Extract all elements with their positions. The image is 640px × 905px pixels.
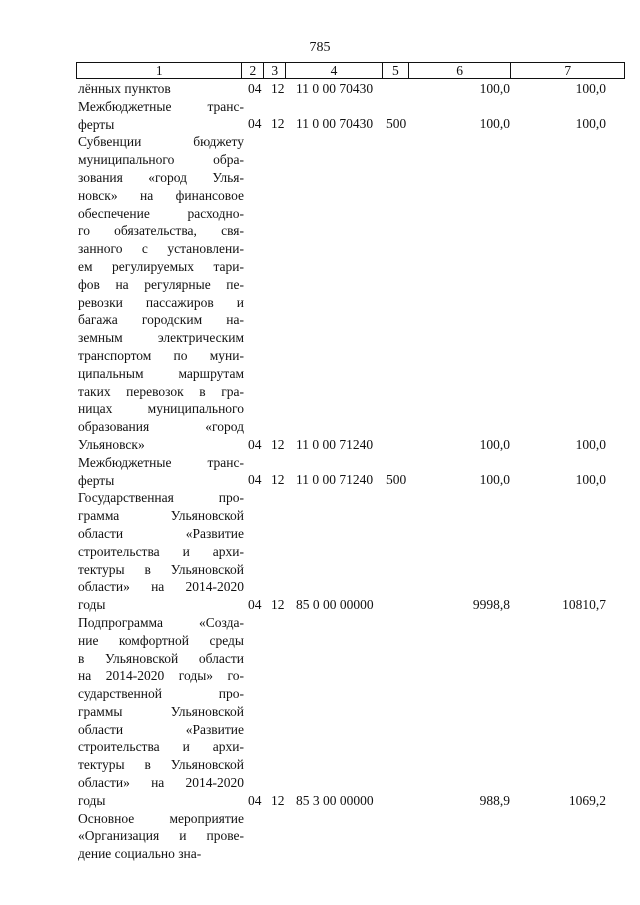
description-line: области» на 2014-2020: [78, 775, 244, 791]
target-article-code: 85 3 00 00000: [296, 792, 374, 808]
table-row: [0, 454, 640, 490]
table-row: [0, 80, 640, 98]
target-article-code: 11 0 00 70430: [296, 80, 374, 96]
amount-col-6: 9998,8: [472, 596, 510, 612]
section-code: 04: [248, 116, 262, 132]
section-code: 04: [248, 596, 262, 612]
description-line: Подпрограмма «Созда-: [78, 614, 244, 630]
amount-col-6: 100,0: [479, 80, 510, 96]
section-code: 04: [248, 792, 262, 808]
description-line: на 2014-2020 годы» го-: [78, 668, 244, 684]
description-line: Государственная про-: [78, 490, 244, 506]
description-line: муниципального обра-: [78, 152, 244, 168]
description-line: занного с установлени-: [78, 241, 244, 257]
description-line: транспортом по муни-: [78, 347, 244, 363]
subsection-code: 12: [271, 80, 285, 96]
description-line: ципальным маршрутам: [78, 365, 244, 381]
description-line: области «Развитие: [78, 525, 244, 541]
description-line: новск» на финансовое: [78, 187, 244, 203]
header-col-7: 7: [564, 63, 572, 78]
description-line: ревозки пассажиров и: [78, 294, 244, 310]
description-line: ницах муниципального: [78, 401, 244, 417]
section-code: 04: [248, 436, 262, 452]
description-line: го обязательства, свя-: [78, 223, 244, 239]
subsection-code: 12: [271, 116, 285, 132]
amount-col-6: 100,0: [479, 472, 510, 488]
amount-col-6: 988,9: [479, 792, 510, 808]
description-line: «Организация и прове-: [78, 828, 244, 844]
description-line: области» на 2014-2020: [78, 579, 244, 595]
description-line: в Ульяновской области: [78, 650, 244, 666]
description-line: тектуры в Ульяновской: [78, 757, 244, 773]
table-row: [0, 614, 640, 810]
row-codes: [0, 436, 640, 454]
description-line: грамма Ульяновской: [78, 508, 244, 524]
table-row: [0, 810, 640, 863]
expense-type-code: 500: [386, 472, 407, 488]
header-col-2: 2: [242, 63, 264, 78]
description-line: ферты: [78, 116, 115, 132]
description-line: годы: [78, 597, 106, 613]
description-line: строительства и архи-: [78, 739, 244, 755]
header-col-3: 3: [264, 63, 286, 78]
table-row: [0, 489, 640, 614]
description-line: обеспечение расходно-: [78, 205, 244, 221]
description-line: ние комфортной среды: [78, 632, 244, 648]
amount-col-7: 100,0: [575, 472, 606, 488]
expense-type-code: 500: [386, 116, 407, 132]
table-row: [0, 133, 640, 453]
section-code: 04: [248, 80, 262, 96]
subsection-code: 12: [271, 792, 285, 808]
table-body: [0, 80, 640, 863]
page-number: 785: [309, 40, 331, 55]
amount-col-6: 100,0: [479, 116, 510, 132]
target-article-code: 11 0 00 70430: [296, 116, 374, 132]
description-line: таких перевозок в гра-: [78, 383, 244, 399]
description-line: тектуры в Ульяновской: [78, 561, 244, 577]
amount-col-7: 100,0: [575, 80, 606, 96]
header-col-5: 5: [383, 63, 409, 78]
description-line: земным электрическим: [78, 330, 244, 346]
description-line: образования «город: [78, 419, 244, 435]
section-code: 04: [248, 472, 262, 488]
subsection-code: 12: [271, 472, 285, 488]
header-col-1: 1: [77, 63, 242, 78]
description-line: лённых пунктов: [78, 81, 171, 96]
row-codes: [0, 596, 640, 614]
table-row: [0, 98, 640, 134]
row-codes: [0, 792, 640, 810]
subsection-code: 12: [271, 436, 285, 452]
target-article-code: 11 0 00 71240: [296, 436, 374, 452]
description-line: граммы Ульяновской: [78, 703, 244, 719]
amount-col-6: 100,0: [479, 436, 510, 452]
description-line: дение социально зна-: [78, 846, 202, 862]
row-description: [78, 133, 244, 453]
amount-col-7: 100,0: [575, 116, 606, 132]
amount-col-7: 100,0: [575, 436, 606, 452]
amount-col-7: 10810,7: [562, 596, 606, 612]
description-line: Межбюджетные транс-: [78, 98, 244, 114]
target-article-code: 11 0 00 71240: [296, 472, 374, 488]
description-line: Межбюджетные транс-: [78, 454, 244, 470]
description-line: сударственной про-: [78, 686, 244, 702]
amount-col-7: 1069,2: [568, 792, 606, 808]
description-line: Ульяновск»: [78, 436, 145, 452]
row-codes: [0, 80, 640, 98]
table-header: [76, 62, 625, 79]
description-line: Основное мероприятие: [78, 810, 244, 826]
description-line: области «Развитие: [78, 721, 244, 737]
description-line: Субвенции бюджету: [78, 134, 244, 150]
description-line: ферты: [78, 472, 115, 488]
description-line: строительства и архи-: [78, 543, 244, 559]
description-line: ем регулируемых тари-: [78, 258, 244, 274]
description-line: багажа городским на-: [78, 312, 244, 328]
description-line: годы: [78, 792, 106, 808]
row-codes: [0, 115, 640, 133]
description-line: фов на регулярные пе-: [78, 276, 244, 292]
header-col-4: 4: [286, 63, 383, 78]
row-description: [78, 614, 244, 810]
header-col-6: 6: [409, 63, 512, 78]
target-article-code: 85 0 00 00000: [296, 596, 374, 612]
row-codes: [0, 471, 640, 489]
description-line: зования «город Улья-: [78, 169, 244, 185]
row-codes: [0, 845, 640, 863]
subsection-code: 12: [271, 596, 285, 612]
